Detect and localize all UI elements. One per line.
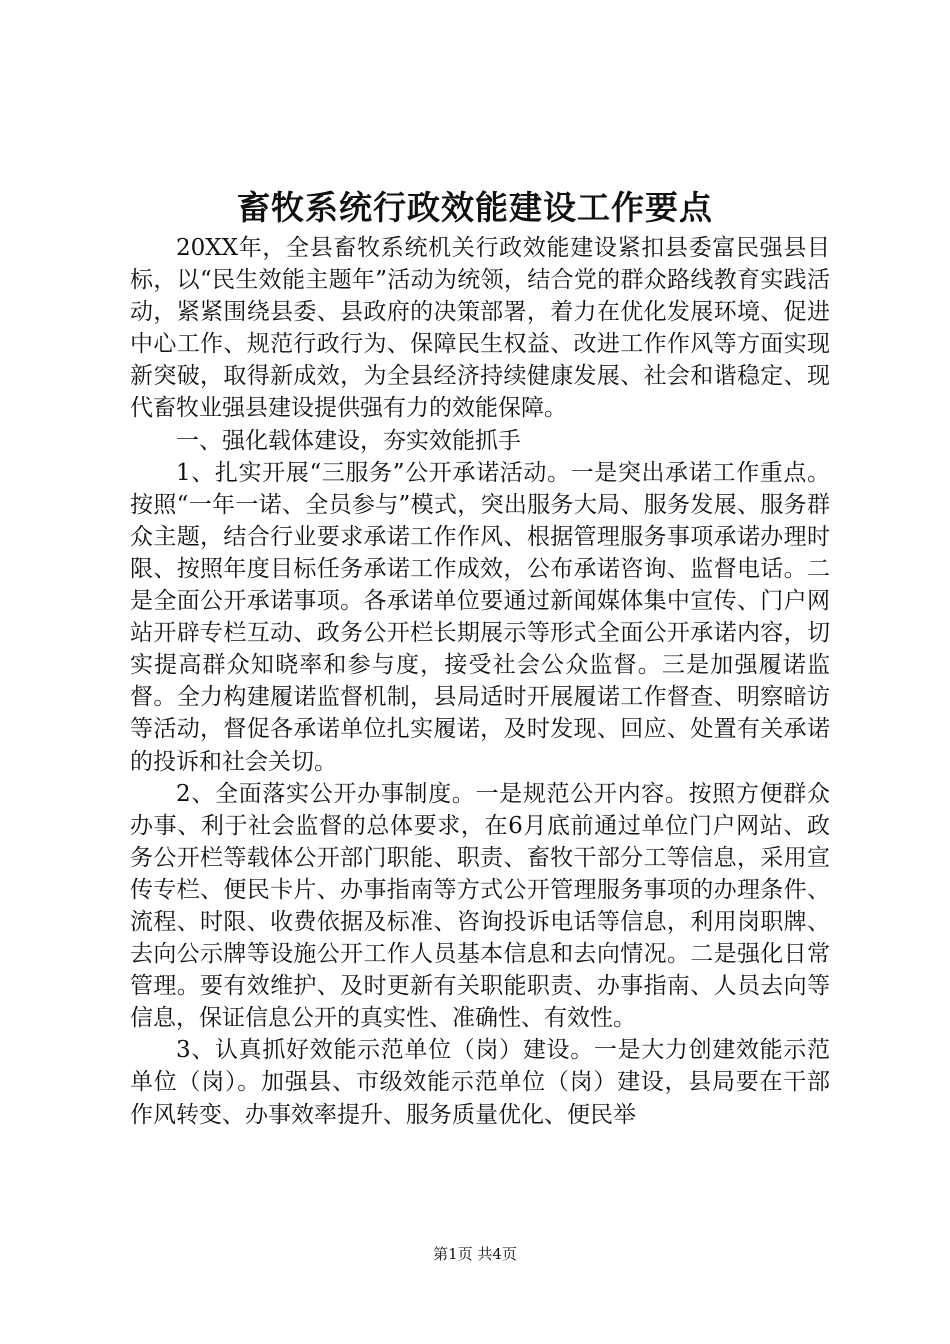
paragraph-item-1: 1、扎实开展“三服务”公开承诺活动。一是突出承诺工作重点。按照“一年一诺、全员参与”模式，突出服务大局、服务发展、服务群众主题，结合行业要求承诺工作作风、根据管理服务事项承诺办理时限、按照年度目标任务承诺工作成效，公布承诺咨询、监督电话。二是全面公开承诺事项。各承诺单位要通过新闻媒体集中宣传、门户网站开辟专栏互动、政务公开栏长期展示等形式全面公开承诺内容，切实提高群众知晓率和参与度，接受社会公众监督。三是加强履诺监督。全力构建履诺监督机制，县局适时开展履诺工作督查、明察暗访等活动，督促各承诺单位扎实履诺，及时发现、回应、处置有关承诺的投诉和社会关切。 (130, 459, 830, 775)
paragraph-intro: 20XX年，全县畜牧系统机关行政效能建设紧扣县委富民强县目标，以“民生效能主题年”活动为统领，结合党的群众路线教育实践活动，紧紧围绕县委、县政府的决策部署，着力在优化发展环境、促进中心工作、规范行政行为、保障民生权益、改进工作作风等方面实现新突破，取得新成效，为全县经济持续健康发展、社会和谐稳定、现代畜牧业强县建设提供强有力的效能保障。 (130, 235, 830, 422)
paragraph-item-2: 2、全面落实公开办事制度。一是规范公开内容。按照方便群众办事、利于社会监督的总体要求，在6月底前通过单位门户网站、政务公开栏等载体公开部门职能、职责、畜牧干部分工等信息，采用宣传专栏、便民卡片、办事指南等方式公开管理服务事项的办理条件、流程、时限、收费依据及标准、咨询投诉电话等信息，利用岗职牌、去向公示牌等设施公开工作人员基本信息和去向情况。二是强化日常管理。要有效维护、及时更新有关职能职责、办事指南、人员去向等信息，保证信息公开的真实性、准确性、有效性。 (130, 780, 830, 1032)
document-body (130, 232, 830, 1131)
page-number: 第1页 共4页 (433, 1245, 517, 1263)
paragraph-item-3: 3、认真抓好效能示范单位（岗）建设。一是大力创建效能示范单位（岗）。加强县、市级效能示范单位（岗）建设，县局要在干部作风转变、办事效率提升、服务质量优化、便民举 (130, 1037, 830, 1128)
document-title: 畜牧系统行政效能建设工作要点 (237, 188, 713, 227)
section-heading-1: 一、强化载体建设，夯实效能抓手 (176, 427, 521, 454)
